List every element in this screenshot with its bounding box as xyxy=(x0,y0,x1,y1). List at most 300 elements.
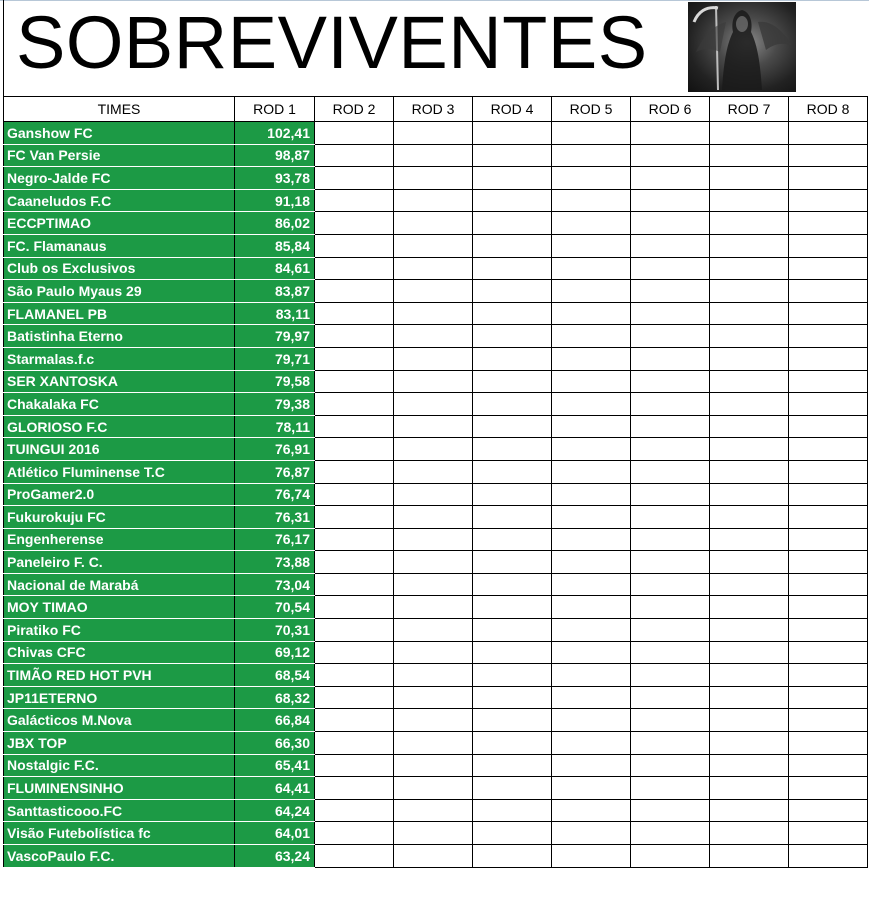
rod5-empty-cell[interactable] xyxy=(552,686,631,709)
rod2-empty-cell[interactable] xyxy=(315,415,394,438)
rod5-empty-cell[interactable] xyxy=(552,280,631,303)
rod5-empty-cell[interactable] xyxy=(552,302,631,325)
rod2-empty-cell[interactable] xyxy=(315,845,394,868)
rod3-empty-cell[interactable] xyxy=(394,189,473,212)
rod6-empty-cell[interactable] xyxy=(631,619,710,642)
rod2-empty-cell[interactable] xyxy=(315,664,394,687)
rod1-score-cell[interactable]: 83,87 xyxy=(235,280,315,303)
rod6-empty-cell[interactable] xyxy=(631,393,710,416)
rod8-empty-cell[interactable] xyxy=(789,551,868,574)
rod2-empty-cell[interactable] xyxy=(315,325,394,348)
rod2-empty-cell[interactable] xyxy=(315,347,394,370)
rod4-empty-cell[interactable] xyxy=(473,551,552,574)
rod2-empty-cell[interactable] xyxy=(315,280,394,303)
rod6-empty-cell[interactable] xyxy=(631,686,710,709)
rod4-empty-cell[interactable] xyxy=(473,212,552,235)
rod5-empty-cell[interactable] xyxy=(552,483,631,506)
rod1-score-cell[interactable]: 63,24 xyxy=(235,845,315,868)
rod7-empty-cell[interactable] xyxy=(710,528,789,551)
rod8-empty-cell[interactable] xyxy=(789,370,868,393)
rod3-empty-cell[interactable] xyxy=(394,732,473,755)
team-name-cell[interactable]: JP11ETERNO xyxy=(4,686,235,709)
rod3-empty-cell[interactable] xyxy=(394,573,473,596)
rod7-empty-cell[interactable] xyxy=(710,370,789,393)
rod6-empty-cell[interactable] xyxy=(631,167,710,190)
rod2-empty-cell[interactable] xyxy=(315,212,394,235)
rod2-empty-cell[interactable] xyxy=(315,799,394,822)
rod3-empty-cell[interactable] xyxy=(394,212,473,235)
rod3-empty-cell[interactable] xyxy=(394,664,473,687)
rod3-empty-cell[interactable] xyxy=(394,325,473,348)
rod4-empty-cell[interactable] xyxy=(473,302,552,325)
team-name-cell[interactable]: Nacional de Marabá xyxy=(4,573,235,596)
rod7-empty-cell[interactable] xyxy=(710,845,789,868)
rod8-empty-cell[interactable] xyxy=(789,257,868,280)
rod1-score-cell[interactable]: 64,01 xyxy=(235,822,315,845)
rod2-empty-cell[interactable] xyxy=(315,619,394,642)
team-name-cell[interactable]: Batistinha Eterno xyxy=(4,325,235,348)
column-header-rod-2[interactable]: ROD 2 xyxy=(315,97,394,122)
rod6-empty-cell[interactable] xyxy=(631,257,710,280)
rod5-empty-cell[interactable] xyxy=(552,122,631,145)
rod4-empty-cell[interactable] xyxy=(473,483,552,506)
rod3-empty-cell[interactable] xyxy=(394,596,473,619)
rod2-empty-cell[interactable] xyxy=(315,438,394,461)
rod8-empty-cell[interactable] xyxy=(789,189,868,212)
rod7-empty-cell[interactable] xyxy=(710,686,789,709)
team-name-cell[interactable]: Engenherense xyxy=(4,528,235,551)
rod2-empty-cell[interactable] xyxy=(315,641,394,664)
rod6-empty-cell[interactable] xyxy=(631,664,710,687)
rod7-empty-cell[interactable] xyxy=(710,302,789,325)
rod1-score-cell[interactable]: 76,17 xyxy=(235,528,315,551)
rod4-empty-cell[interactable] xyxy=(473,189,552,212)
team-name-cell[interactable]: SER XANTOSKA xyxy=(4,370,235,393)
rod6-empty-cell[interactable] xyxy=(631,370,710,393)
rod4-empty-cell[interactable] xyxy=(473,438,552,461)
rod3-empty-cell[interactable] xyxy=(394,619,473,642)
team-name-cell[interactable]: Negro-Jalde FC xyxy=(4,167,235,190)
rod3-empty-cell[interactable] xyxy=(394,280,473,303)
column-header-rod-4[interactable]: ROD 4 xyxy=(473,97,552,122)
rod8-empty-cell[interactable] xyxy=(789,528,868,551)
rod6-empty-cell[interactable] xyxy=(631,845,710,868)
rod8-empty-cell[interactable] xyxy=(789,122,868,145)
rod5-empty-cell[interactable] xyxy=(552,212,631,235)
rod7-empty-cell[interactable] xyxy=(710,438,789,461)
rod6-empty-cell[interactable] xyxy=(631,573,710,596)
rod8-empty-cell[interactable] xyxy=(789,506,868,529)
rod7-empty-cell[interactable] xyxy=(710,732,789,755)
rod3-empty-cell[interactable] xyxy=(394,845,473,868)
rod5-empty-cell[interactable] xyxy=(552,393,631,416)
rod6-empty-cell[interactable] xyxy=(631,483,710,506)
rod8-empty-cell[interactable] xyxy=(789,212,868,235)
rod2-empty-cell[interactable] xyxy=(315,506,394,529)
rod2-empty-cell[interactable] xyxy=(315,167,394,190)
rod8-empty-cell[interactable] xyxy=(789,664,868,687)
rod7-empty-cell[interactable] xyxy=(710,551,789,574)
rod5-empty-cell[interactable] xyxy=(552,234,631,257)
column-header-rod-5[interactable]: ROD 5 xyxy=(552,97,631,122)
rod2-empty-cell[interactable] xyxy=(315,528,394,551)
rod5-empty-cell[interactable] xyxy=(552,709,631,732)
rod4-empty-cell[interactable] xyxy=(473,257,552,280)
team-name-cell[interactable]: ECCPTIMAO xyxy=(4,212,235,235)
team-name-cell[interactable]: VascoPaulo F.C. xyxy=(4,845,235,868)
rod7-empty-cell[interactable] xyxy=(710,325,789,348)
rod1-score-cell[interactable]: 83,11 xyxy=(235,302,315,325)
rod1-score-cell[interactable]: 73,04 xyxy=(235,573,315,596)
rod1-score-cell[interactable]: 79,71 xyxy=(235,347,315,370)
team-name-cell[interactable]: FLAMANEL PB xyxy=(4,302,235,325)
rod1-score-cell[interactable]: 76,31 xyxy=(235,506,315,529)
team-name-cell[interactable]: Club os Exclusivos xyxy=(4,257,235,280)
rod4-empty-cell[interactable] xyxy=(473,122,552,145)
rod6-empty-cell[interactable] xyxy=(631,234,710,257)
rod4-empty-cell[interactable] xyxy=(473,347,552,370)
rod7-empty-cell[interactable] xyxy=(710,122,789,145)
rod3-empty-cell[interactable] xyxy=(394,506,473,529)
rod1-score-cell[interactable]: 70,31 xyxy=(235,619,315,642)
rod8-empty-cell[interactable] xyxy=(789,460,868,483)
rod6-empty-cell[interactable] xyxy=(631,347,710,370)
rod7-empty-cell[interactable] xyxy=(710,619,789,642)
team-name-cell[interactable]: Nostalgic F.C. xyxy=(4,754,235,777)
rod7-empty-cell[interactable] xyxy=(710,189,789,212)
rod1-score-cell[interactable]: 79,38 xyxy=(235,393,315,416)
rod6-empty-cell[interactable] xyxy=(631,506,710,529)
rod2-empty-cell[interactable] xyxy=(315,732,394,755)
rod5-empty-cell[interactable] xyxy=(552,528,631,551)
rod4-empty-cell[interactable] xyxy=(473,777,552,800)
rod8-empty-cell[interactable] xyxy=(789,167,868,190)
rod3-empty-cell[interactable] xyxy=(394,257,473,280)
rod7-empty-cell[interactable] xyxy=(710,641,789,664)
column-header-rod-1[interactable]: ROD 1 xyxy=(235,97,315,122)
rod8-empty-cell[interactable] xyxy=(789,777,868,800)
rod7-empty-cell[interactable] xyxy=(710,664,789,687)
rod5-empty-cell[interactable] xyxy=(552,619,631,642)
rod4-empty-cell[interactable] xyxy=(473,234,552,257)
rod5-empty-cell[interactable] xyxy=(552,664,631,687)
rod5-empty-cell[interactable] xyxy=(552,641,631,664)
rod4-empty-cell[interactable] xyxy=(473,280,552,303)
rod2-empty-cell[interactable] xyxy=(315,777,394,800)
rod7-empty-cell[interactable] xyxy=(710,415,789,438)
rod7-empty-cell[interactable] xyxy=(710,822,789,845)
team-name-cell[interactable]: GLORIOSO F.C xyxy=(4,415,235,438)
rod6-empty-cell[interactable] xyxy=(631,732,710,755)
rod4-empty-cell[interactable] xyxy=(473,506,552,529)
rod5-empty-cell[interactable] xyxy=(552,189,631,212)
rod6-empty-cell[interactable] xyxy=(631,144,710,167)
rod5-empty-cell[interactable] xyxy=(552,460,631,483)
team-name-cell[interactable]: FC. Flamanaus xyxy=(4,234,235,257)
rod7-empty-cell[interactable] xyxy=(710,257,789,280)
rod8-empty-cell[interactable] xyxy=(789,280,868,303)
rod3-empty-cell[interactable] xyxy=(394,122,473,145)
rod1-score-cell[interactable]: 102,41 xyxy=(235,122,315,145)
rod5-empty-cell[interactable] xyxy=(552,845,631,868)
rod1-score-cell[interactable]: 66,30 xyxy=(235,732,315,755)
team-name-cell[interactable]: São Paulo Myaus 29 xyxy=(4,280,235,303)
rod4-empty-cell[interactable] xyxy=(473,528,552,551)
team-name-cell[interactable]: Ganshow FC xyxy=(4,122,235,145)
rod3-empty-cell[interactable] xyxy=(394,686,473,709)
rod7-empty-cell[interactable] xyxy=(710,234,789,257)
rod8-empty-cell[interactable] xyxy=(789,144,868,167)
team-name-cell[interactable]: Santtasticooo.FC xyxy=(4,799,235,822)
rod7-empty-cell[interactable] xyxy=(710,506,789,529)
rod2-empty-cell[interactable] xyxy=(315,686,394,709)
team-name-cell[interactable]: Caaneludos F.C xyxy=(4,189,235,212)
rod7-empty-cell[interactable] xyxy=(710,483,789,506)
rod3-empty-cell[interactable] xyxy=(394,799,473,822)
team-name-cell[interactable]: Starmalas.f.c xyxy=(4,347,235,370)
rod7-empty-cell[interactable] xyxy=(710,144,789,167)
rod4-empty-cell[interactable] xyxy=(473,686,552,709)
rod7-empty-cell[interactable] xyxy=(710,460,789,483)
rod1-score-cell[interactable]: 93,78 xyxy=(235,167,315,190)
rod8-empty-cell[interactable] xyxy=(789,822,868,845)
column-header-rod-8[interactable]: ROD 8 xyxy=(789,97,868,122)
rod6-empty-cell[interactable] xyxy=(631,799,710,822)
rod1-score-cell[interactable]: 65,41 xyxy=(235,754,315,777)
rod8-empty-cell[interactable] xyxy=(789,483,868,506)
rod2-empty-cell[interactable] xyxy=(315,122,394,145)
rod6-empty-cell[interactable] xyxy=(631,189,710,212)
rod4-empty-cell[interactable] xyxy=(473,754,552,777)
rod8-empty-cell[interactable] xyxy=(789,619,868,642)
rod2-empty-cell[interactable] xyxy=(315,189,394,212)
rod7-empty-cell[interactable] xyxy=(710,777,789,800)
team-name-cell[interactable]: TUINGUI 2016 xyxy=(4,438,235,461)
rod7-empty-cell[interactable] xyxy=(710,280,789,303)
rod8-empty-cell[interactable] xyxy=(789,347,868,370)
rod1-score-cell[interactable]: 98,87 xyxy=(235,144,315,167)
rod6-empty-cell[interactable] xyxy=(631,460,710,483)
rod1-score-cell[interactable]: 66,84 xyxy=(235,709,315,732)
rod1-score-cell[interactable]: 64,41 xyxy=(235,777,315,800)
team-name-cell[interactable]: ProGamer2.0 xyxy=(4,483,235,506)
rod6-empty-cell[interactable] xyxy=(631,551,710,574)
rod5-empty-cell[interactable] xyxy=(552,551,631,574)
rod2-empty-cell[interactable] xyxy=(315,754,394,777)
rod4-empty-cell[interactable] xyxy=(473,845,552,868)
rod3-empty-cell[interactable] xyxy=(394,415,473,438)
rod6-empty-cell[interactable] xyxy=(631,415,710,438)
rod2-empty-cell[interactable] xyxy=(315,302,394,325)
team-name-cell[interactable]: FLUMINENSINHO xyxy=(4,777,235,800)
rod5-empty-cell[interactable] xyxy=(552,415,631,438)
rod6-empty-cell[interactable] xyxy=(631,122,710,145)
rod3-empty-cell[interactable] xyxy=(394,822,473,845)
rod5-empty-cell[interactable] xyxy=(552,596,631,619)
rod4-empty-cell[interactable] xyxy=(473,799,552,822)
rod4-empty-cell[interactable] xyxy=(473,573,552,596)
rod1-score-cell[interactable]: 70,54 xyxy=(235,596,315,619)
rod1-score-cell[interactable]: 91,18 xyxy=(235,189,315,212)
rod2-empty-cell[interactable] xyxy=(315,257,394,280)
team-name-cell[interactable]: FC Van Persie xyxy=(4,144,235,167)
rod1-score-cell[interactable]: 86,02 xyxy=(235,212,315,235)
rod8-empty-cell[interactable] xyxy=(789,234,868,257)
rod3-empty-cell[interactable] xyxy=(394,144,473,167)
rod1-score-cell[interactable]: 68,32 xyxy=(235,686,315,709)
rod1-score-cell[interactable]: 84,61 xyxy=(235,257,315,280)
rod2-empty-cell[interactable] xyxy=(315,483,394,506)
rod3-empty-cell[interactable] xyxy=(394,460,473,483)
rod6-empty-cell[interactable] xyxy=(631,596,710,619)
team-name-cell[interactable]: Chakalaka FC xyxy=(4,393,235,416)
rod2-empty-cell[interactable] xyxy=(315,234,394,257)
rod4-empty-cell[interactable] xyxy=(473,664,552,687)
rod1-score-cell[interactable]: 85,84 xyxy=(235,234,315,257)
rod7-empty-cell[interactable] xyxy=(710,347,789,370)
rod8-empty-cell[interactable] xyxy=(789,709,868,732)
team-name-cell[interactable]: Piratiko FC xyxy=(4,619,235,642)
rod7-empty-cell[interactable] xyxy=(710,393,789,416)
rod4-empty-cell[interactable] xyxy=(473,370,552,393)
rod1-score-cell[interactable]: 78,11 xyxy=(235,415,315,438)
rod2-empty-cell[interactable] xyxy=(315,144,394,167)
team-name-cell[interactable]: Chivas CFC xyxy=(4,641,235,664)
rod8-empty-cell[interactable] xyxy=(789,799,868,822)
rod4-empty-cell[interactable] xyxy=(473,619,552,642)
rod3-empty-cell[interactable] xyxy=(394,370,473,393)
rod4-empty-cell[interactable] xyxy=(473,144,552,167)
rod4-empty-cell[interactable] xyxy=(473,709,552,732)
rod5-empty-cell[interactable] xyxy=(552,325,631,348)
rod4-empty-cell[interactable] xyxy=(473,325,552,348)
rod1-score-cell[interactable]: 79,58 xyxy=(235,370,315,393)
rod1-score-cell[interactable]: 69,12 xyxy=(235,641,315,664)
rod6-empty-cell[interactable] xyxy=(631,528,710,551)
rod8-empty-cell[interactable] xyxy=(789,732,868,755)
rod5-empty-cell[interactable] xyxy=(552,799,631,822)
rod8-empty-cell[interactable] xyxy=(789,325,868,348)
rod6-empty-cell[interactable] xyxy=(631,641,710,664)
team-name-cell[interactable]: Fukurokuju FC xyxy=(4,506,235,529)
rod5-empty-cell[interactable] xyxy=(552,754,631,777)
rod1-score-cell[interactable]: 79,97 xyxy=(235,325,315,348)
rod6-empty-cell[interactable] xyxy=(631,777,710,800)
rod5-empty-cell[interactable] xyxy=(552,777,631,800)
rod3-empty-cell[interactable] xyxy=(394,347,473,370)
team-name-cell[interactable]: MOY TIMAO xyxy=(4,596,235,619)
rod3-empty-cell[interactable] xyxy=(394,438,473,461)
column-header-rod-7[interactable]: ROD 7 xyxy=(710,97,789,122)
rod3-empty-cell[interactable] xyxy=(394,302,473,325)
column-header-times[interactable]: TIMES xyxy=(4,97,235,122)
rod3-empty-cell[interactable] xyxy=(394,167,473,190)
rod3-empty-cell[interactable] xyxy=(394,528,473,551)
rod7-empty-cell[interactable] xyxy=(710,212,789,235)
rod1-score-cell[interactable]: 76,74 xyxy=(235,483,315,506)
team-name-cell[interactable]: TIMÃO RED HOT PVH xyxy=(4,664,235,687)
rod7-empty-cell[interactable] xyxy=(710,596,789,619)
rod1-score-cell[interactable]: 76,87 xyxy=(235,460,315,483)
rod1-score-cell[interactable]: 73,88 xyxy=(235,551,315,574)
rod3-empty-cell[interactable] xyxy=(394,483,473,506)
rod6-empty-cell[interactable] xyxy=(631,212,710,235)
team-name-cell[interactable]: Atlético Fluminense T.C xyxy=(4,460,235,483)
team-name-cell[interactable]: Visão Futebolística fc xyxy=(4,822,235,845)
rod1-score-cell[interactable]: 64,24 xyxy=(235,799,315,822)
rod5-empty-cell[interactable] xyxy=(552,573,631,596)
rod4-empty-cell[interactable] xyxy=(473,641,552,664)
rod2-empty-cell[interactable] xyxy=(315,709,394,732)
rod4-empty-cell[interactable] xyxy=(473,393,552,416)
rod5-empty-cell[interactable] xyxy=(552,732,631,755)
rod4-empty-cell[interactable] xyxy=(473,460,552,483)
column-header-rod-3[interactable]: ROD 3 xyxy=(394,97,473,122)
rod6-empty-cell[interactable] xyxy=(631,822,710,845)
rod5-empty-cell[interactable] xyxy=(552,257,631,280)
rod5-empty-cell[interactable] xyxy=(552,438,631,461)
rod6-empty-cell[interactable] xyxy=(631,302,710,325)
rod4-empty-cell[interactable] xyxy=(473,596,552,619)
rod2-empty-cell[interactable] xyxy=(315,393,394,416)
rod4-empty-cell[interactable] xyxy=(473,732,552,755)
rod3-empty-cell[interactable] xyxy=(394,393,473,416)
rod6-empty-cell[interactable] xyxy=(631,280,710,303)
rod8-empty-cell[interactable] xyxy=(789,641,868,664)
rod5-empty-cell[interactable] xyxy=(552,144,631,167)
rod8-empty-cell[interactable] xyxy=(789,438,868,461)
rod4-empty-cell[interactable] xyxy=(473,415,552,438)
rod6-empty-cell[interactable] xyxy=(631,325,710,348)
rod8-empty-cell[interactable] xyxy=(789,573,868,596)
rod4-empty-cell[interactable] xyxy=(473,167,552,190)
rod7-empty-cell[interactable] xyxy=(710,754,789,777)
rod3-empty-cell[interactable] xyxy=(394,754,473,777)
rod5-empty-cell[interactable] xyxy=(552,506,631,529)
rod8-empty-cell[interactable] xyxy=(789,596,868,619)
rod7-empty-cell[interactable] xyxy=(710,709,789,732)
rod2-empty-cell[interactable] xyxy=(315,596,394,619)
rod3-empty-cell[interactable] xyxy=(394,234,473,257)
rod3-empty-cell[interactable] xyxy=(394,551,473,574)
rod3-empty-cell[interactable] xyxy=(394,777,473,800)
team-name-cell[interactable]: JBX TOP xyxy=(4,732,235,755)
rod6-empty-cell[interactable] xyxy=(631,438,710,461)
rod2-empty-cell[interactable] xyxy=(315,551,394,574)
rod8-empty-cell[interactable] xyxy=(789,302,868,325)
rod8-empty-cell[interactable] xyxy=(789,393,868,416)
rod3-empty-cell[interactable] xyxy=(394,641,473,664)
column-header-rod-6[interactable]: ROD 6 xyxy=(631,97,710,122)
rod5-empty-cell[interactable] xyxy=(552,347,631,370)
rod2-empty-cell[interactable] xyxy=(315,573,394,596)
rod5-empty-cell[interactable] xyxy=(552,370,631,393)
rod1-score-cell[interactable]: 68,54 xyxy=(235,664,315,687)
rod6-empty-cell[interactable] xyxy=(631,709,710,732)
rod5-empty-cell[interactable] xyxy=(552,167,631,190)
team-name-cell[interactable]: Paneleiro F. C. xyxy=(4,551,235,574)
rod5-empty-cell[interactable] xyxy=(552,822,631,845)
rod4-empty-cell[interactable] xyxy=(473,822,552,845)
rod7-empty-cell[interactable] xyxy=(710,573,789,596)
rod7-empty-cell[interactable] xyxy=(710,799,789,822)
rod8-empty-cell[interactable] xyxy=(789,415,868,438)
rod1-score-cell[interactable]: 76,91 xyxy=(235,438,315,461)
rod7-empty-cell[interactable] xyxy=(710,167,789,190)
team-name-cell[interactable]: Galácticos M.Nova xyxy=(4,709,235,732)
rod2-empty-cell[interactable] xyxy=(315,822,394,845)
rod8-empty-cell[interactable] xyxy=(789,754,868,777)
